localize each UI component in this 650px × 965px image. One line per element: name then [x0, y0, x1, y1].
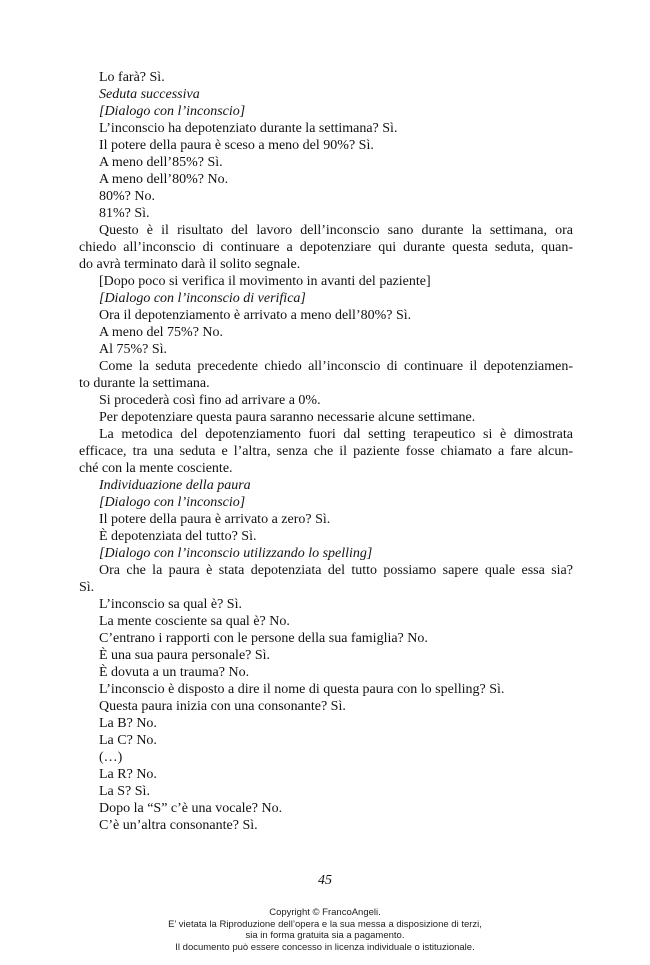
text-line: Seduta successiva	[99, 87, 200, 102]
footer-line: Copyright © FrancoAngeli.	[269, 907, 381, 918]
text-line: 80%? No.	[99, 189, 155, 204]
text-line: L’inconscio ha depotenziato durante la settimana? Sì.	[99, 121, 398, 136]
text-line: La metodica del depotenziamento fuori dal setting terapeutico si è dimostrata	[99, 427, 573, 442]
copyright-footer	[0, 907, 650, 953]
text-line: L’inconscio è disposto a dire il nome di questa paura con lo spelling? Sì.	[99, 682, 505, 697]
text-line: Il potere della paura è arrivato a zero? Sì.	[99, 512, 331, 527]
text-line: [Dialogo con l’inconscio]	[99, 495, 246, 510]
footer-line: Il documento può essere concesso in licenza individuale o istituzionale.	[175, 941, 475, 953]
text-line: La B? No.	[99, 716, 157, 731]
text-line: to durante la settimana.	[79, 376, 210, 391]
text-line: A meno dell’80%? No.	[99, 172, 229, 187]
text-line: È una sua paura personale? Sì.	[99, 648, 271, 663]
footer-line: E’ vietata la Riproduzione dell’opera e la sua messa a disposizione di terzi,	[168, 918, 482, 930]
text-line: [Dialogo con l’inconscio]	[99, 104, 246, 119]
text-line: È depotenziata del tutto? Sì.	[99, 529, 257, 544]
text-line: Ora che la paura è stata depotenziata del tutto possiamo sapere quale essa sia?	[99, 563, 573, 578]
text-line: Dopo la “S” c’è una vocale? No.	[99, 801, 283, 816]
text-line: efficace, tra una seduta e l’altra, senza che il paziente fosse chiamato a fare alcun-	[79, 444, 573, 459]
text-line: Per depotenziare questa paura saranno necessarie alcune settimane.	[99, 410, 476, 425]
text-line: Questo è il risultato del lavoro dell’inconscio sano durante la settimana, ora	[99, 223, 573, 238]
text-line: L’inconscio sa qual è? Sì.	[99, 597, 242, 612]
text-line: Come la seduta precedente chiedo all’inconscio di continuare il depotenziamen-	[99, 359, 573, 374]
text-line: (…)	[99, 750, 123, 765]
text-line: Sì.	[79, 580, 95, 595]
text-line: chiedo all’inconscio di continuare a depotenziare qui durante questa seduta, quan-	[79, 240, 573, 255]
text-line: [Dialogo con l’inconscio utilizzando lo spelling]	[99, 546, 373, 561]
text-line: 81%? Sì.	[99, 206, 150, 221]
text-line: La R? No.	[99, 767, 157, 782]
text-line: Il potere della paura è sceso a meno del 90%? Sì.	[99, 138, 374, 153]
text-line: La S? Sì.	[99, 784, 150, 799]
text-line: ché con la mente cosciente.	[79, 461, 233, 476]
text-line: La C? No.	[99, 733, 157, 748]
text-line: Si procederà così fino ad arrivare a 0%.	[99, 393, 321, 408]
text-line: do avrà terminato darà il solito segnale.	[79, 257, 301, 272]
text-line: Individuazione della paura	[99, 478, 251, 493]
text-line: C’è un’altra consonante? Sì.	[99, 818, 258, 833]
text-line: [Dopo poco si verifica il movimento in avanti del paziente]	[99, 274, 431, 289]
text-line: A meno dell’85%? Sì.	[99, 155, 223, 170]
text-line: Lo farà? Sì.	[99, 70, 165, 85]
page-body-text	[79, 69, 573, 834]
text-line: È dovuta a un trauma? No.	[99, 665, 250, 680]
text-line: La mente cosciente sa qual è? No.	[99, 614, 290, 629]
text-line: Ora il depotenziamento è arrivato a meno dell’80%? Sì.	[99, 308, 412, 323]
text-line: Al 75%? Sì.	[99, 342, 168, 357]
text-line: C’entrano i rapporti con le persone della sua famiglia? No.	[99, 631, 428, 646]
text-line: [Dialogo con l’inconscio di verifica]	[99, 291, 306, 306]
page-number: 45	[318, 873, 332, 888]
footer-line: sia in forma gratuita sia a pagamento.	[245, 930, 405, 941]
text-line: A meno del 75%? No.	[99, 325, 224, 340]
text-line: Questa paura inizia con una consonante? Sì.	[99, 699, 346, 714]
